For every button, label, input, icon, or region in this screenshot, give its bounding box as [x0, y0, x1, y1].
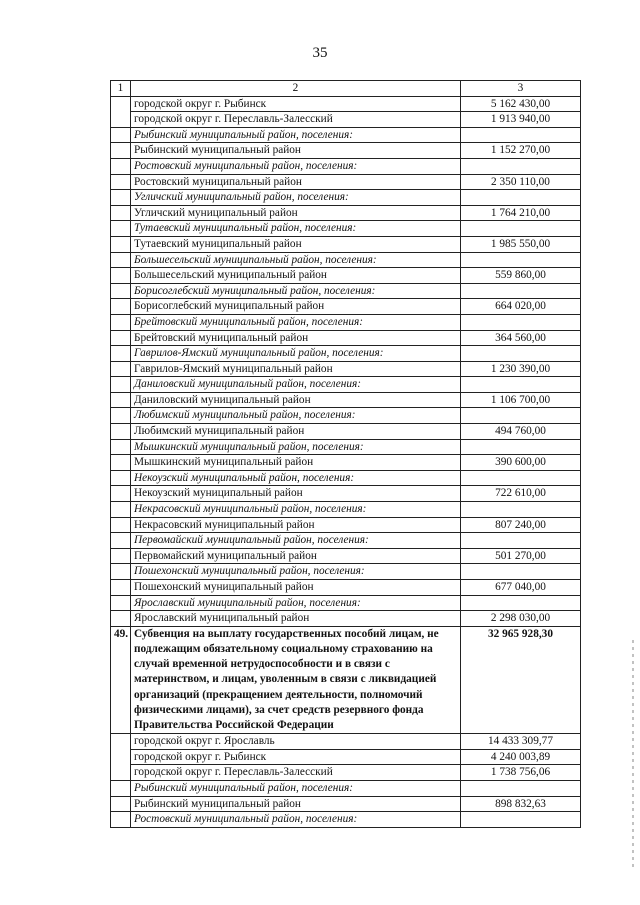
group-name-cell: Угличский муниципальный район, поселения: — [131, 190, 461, 206]
row-number-cell — [111, 221, 131, 237]
row-number-cell — [111, 533, 131, 549]
group-row — [111, 221, 581, 237]
row-number-cell — [111, 749, 131, 765]
name-cell: Ростовский муниципальный район — [131, 174, 461, 190]
name-cell: Большесельский муниципальный район — [131, 268, 461, 284]
amount-cell: 364 560,00 — [461, 330, 581, 346]
name-cell: Мышкинский муниципальный район — [131, 455, 461, 471]
group-row — [111, 377, 581, 393]
row-number-cell — [111, 283, 131, 299]
row-number-cell — [111, 734, 131, 750]
row-number-cell — [111, 346, 131, 362]
row-number-cell — [111, 96, 131, 112]
row-number-cell — [111, 299, 131, 315]
row-number-cell — [111, 580, 131, 596]
group-name-cell: Некрасовский муниципальный район, поселения: — [131, 502, 461, 518]
row-number-cell — [111, 424, 131, 440]
group-name-cell: Тутаевский муниципальный район, поселения: — [131, 221, 461, 237]
row-number-cell — [111, 236, 131, 252]
group-name-cell: Мышкинский муниципальный район, поселения: — [131, 439, 461, 455]
group-row — [111, 595, 581, 611]
amount-cell: 1 764 210,00 — [461, 205, 581, 221]
row-number-cell — [111, 455, 131, 471]
row-number-cell — [111, 112, 131, 128]
amount-cell — [461, 533, 581, 549]
table-row — [111, 796, 581, 812]
table-row — [111, 611, 581, 627]
group-row — [111, 158, 581, 174]
group-row — [111, 127, 581, 143]
group-row — [111, 812, 581, 828]
name-cell: Угличский муниципальный район — [131, 205, 461, 221]
table-row — [111, 580, 581, 596]
row-number-cell — [111, 330, 131, 346]
amount-cell: 559 860,00 — [461, 268, 581, 284]
name-cell: Тутаевский муниципальный район — [131, 236, 461, 252]
amount-cell — [461, 595, 581, 611]
amount-cell — [461, 377, 581, 393]
group-name-cell: Рыбинский муниципальный район, поселения: — [131, 127, 461, 143]
row-number-cell — [111, 796, 131, 812]
name-cell: Ярославский муниципальный район — [131, 611, 461, 627]
amount-cell — [461, 408, 581, 424]
group-row — [111, 439, 581, 455]
group-name-cell: Даниловский муниципальный район, поселения: — [131, 377, 461, 393]
row-number-cell — [111, 611, 131, 627]
name-cell: Первомайский муниципальный район — [131, 548, 461, 564]
amount-cell: 2 350 110,00 — [461, 174, 581, 190]
group-name-cell: Первомайский муниципальный район, поселения: — [131, 533, 461, 549]
table-row — [111, 236, 581, 252]
group-name-cell: Ярославский муниципальный район, поселения: — [131, 595, 461, 611]
group-name-cell: Рыбинский муниципальный район, поселения: — [131, 780, 461, 796]
table-row — [111, 299, 581, 315]
amount-cell: 1 985 550,00 — [461, 236, 581, 252]
table-row — [111, 424, 581, 440]
row-number-cell — [111, 439, 131, 455]
group-name-cell: Некоузский муниципальный район, поселения: — [131, 470, 461, 486]
row-number-cell — [111, 158, 131, 174]
table-row — [111, 486, 581, 502]
amount-cell: 32 965 928,30 — [461, 626, 581, 733]
amount-cell: 807 240,00 — [461, 517, 581, 533]
amount-cell: 1 106 700,00 — [461, 392, 581, 408]
table-row — [111, 734, 581, 750]
group-name-cell: Брейтовский муниципальный район, поселения: — [131, 314, 461, 330]
row-number-cell — [111, 486, 131, 502]
table-row — [111, 112, 581, 128]
group-row — [111, 314, 581, 330]
amount-cell — [461, 127, 581, 143]
row-number-cell — [111, 812, 131, 828]
row-number-cell — [111, 190, 131, 206]
row-number-cell — [111, 361, 131, 377]
name-cell: Борисоглебский муниципальный район — [131, 299, 461, 315]
group-row — [111, 408, 581, 424]
amount-cell — [461, 221, 581, 237]
group-row — [111, 533, 581, 549]
name-cell: городской округ г. Рыбинск — [131, 749, 461, 765]
amount-cell — [461, 283, 581, 299]
row-number-cell — [111, 252, 131, 268]
amount-cell — [461, 252, 581, 268]
amount-cell: 1 738 756,06 — [461, 765, 581, 781]
name-cell: городской округ г. Рыбинск — [131, 96, 461, 112]
row-number-cell — [111, 174, 131, 190]
name-cell: городской округ г. Ярославль — [131, 734, 461, 750]
table-row — [111, 517, 581, 533]
name-cell: Некоузский муниципальный район — [131, 486, 461, 502]
row-number-cell — [111, 143, 131, 159]
amount-cell: 14 433 309,77 — [461, 734, 581, 750]
table-row — [111, 174, 581, 190]
amount-cell: 1 913 940,00 — [461, 112, 581, 128]
name-cell: Любимский муниципальный район — [131, 424, 461, 440]
name-cell: городской округ г. Переславль-Залесский — [131, 765, 461, 781]
row-number-cell — [111, 377, 131, 393]
header-col-3: 3 — [461, 81, 581, 97]
amount-cell — [461, 780, 581, 796]
row-number-cell — [111, 595, 131, 611]
name-cell: Некрасовский муниципальный район — [131, 517, 461, 533]
row-number-cell — [111, 765, 131, 781]
amount-cell — [461, 158, 581, 174]
amount-cell: 664 020,00 — [461, 299, 581, 315]
page-number: 35 — [312, 45, 328, 61]
name-cell: Гаврилов-Ямский муниципальный район — [131, 361, 461, 377]
row-number-cell — [111, 517, 131, 533]
table-row — [111, 455, 581, 471]
group-row — [111, 283, 581, 299]
row-number-cell — [111, 548, 131, 564]
table-row — [111, 361, 581, 377]
amount-cell: 501 270,00 — [461, 548, 581, 564]
amount-cell: 390 600,00 — [461, 455, 581, 471]
name-cell: Даниловский муниципальный район — [131, 392, 461, 408]
amount-cell — [461, 812, 581, 828]
amount-cell — [461, 314, 581, 330]
group-row — [111, 190, 581, 206]
table-row — [111, 548, 581, 564]
name-cell: Рыбинский муниципальный район — [131, 143, 461, 159]
table-row — [111, 392, 581, 408]
row-number-cell — [111, 780, 131, 796]
group-name-cell: Ростовский муниципальный район, поселения: — [131, 812, 461, 828]
amount-cell: 494 760,00 — [461, 424, 581, 440]
amount-cell — [461, 190, 581, 206]
row-number-cell: 49. — [111, 626, 131, 733]
group-name-cell: Большесельский муниципальный район, поселения: — [131, 252, 461, 268]
group-name-cell: Борисоглебский муниципальный район, поселения: — [131, 283, 461, 299]
table-row — [111, 749, 581, 765]
amount-cell — [461, 502, 581, 518]
name-cell: Брейтовский муниципальный район — [131, 330, 461, 346]
amount-cell: 1 230 390,00 — [461, 361, 581, 377]
group-row — [111, 780, 581, 796]
name-cell: Пошехонский муниципальный район — [131, 580, 461, 596]
table-header-row — [111, 81, 581, 97]
name-cell: городской округ г. Переславль-Залесский — [131, 112, 461, 128]
group-row — [111, 252, 581, 268]
header-col-2: 2 — [131, 81, 461, 97]
group-row — [111, 346, 581, 362]
group-name-cell: Любимский муниципальный район, поселения: — [131, 408, 461, 424]
table-row — [111, 765, 581, 781]
amount-cell — [461, 346, 581, 362]
amount-cell: 2 298 030,00 — [461, 611, 581, 627]
name-cell: Рыбинский муниципальный район — [131, 796, 461, 812]
row-number-cell — [111, 502, 131, 518]
table-row — [111, 205, 581, 221]
amount-cell — [461, 470, 581, 486]
group-row — [111, 502, 581, 518]
row-number-cell — [111, 564, 131, 580]
row-number-cell — [111, 205, 131, 221]
group-row — [111, 564, 581, 580]
group-name-cell: Гаврилов-Ямский муниципальный район, поселения: — [131, 346, 461, 362]
table-row — [111, 330, 581, 346]
amount-cell: 4 240 003,89 — [461, 749, 581, 765]
table-row — [111, 96, 581, 112]
table-row — [111, 143, 581, 159]
section-row — [111, 626, 581, 733]
table-row — [111, 268, 581, 284]
row-number-cell — [111, 408, 131, 424]
amount-cell: 1 152 270,00 — [461, 143, 581, 159]
amount-cell — [461, 439, 581, 455]
amount-cell: 677 040,00 — [461, 580, 581, 596]
scan-edge-mark — [632, 640, 634, 870]
amount-cell: 5 162 430,00 — [461, 96, 581, 112]
name-cell: Субвенция на выплату государственных пособий лицам, не подлежащим обязательному социальному страхованию на случай временной нетрудоспособности и в связи с материнством, и лицам, уволенным в связи с ликвидацией организаций (прекращением деятельности, полномочий физическими лицами), за счет средств резервного фонда Правительства Российской Федерации — [131, 626, 461, 733]
amount-cell — [461, 564, 581, 580]
table-body — [111, 81, 581, 828]
amount-cell: 722 610,00 — [461, 486, 581, 502]
group-name-cell: Ростовский муниципальный район, поселения: — [131, 158, 461, 174]
subsidy-table — [110, 80, 581, 828]
row-number-cell — [111, 392, 131, 408]
group-row — [111, 470, 581, 486]
header-col-1: 1 — [111, 81, 131, 97]
row-number-cell — [111, 127, 131, 143]
row-number-cell — [111, 314, 131, 330]
row-number-cell — [111, 470, 131, 486]
row-number-cell — [111, 268, 131, 284]
amount-cell: 898 832,63 — [461, 796, 581, 812]
group-name-cell: Пошехонский муниципальный район, поселения: — [131, 564, 461, 580]
